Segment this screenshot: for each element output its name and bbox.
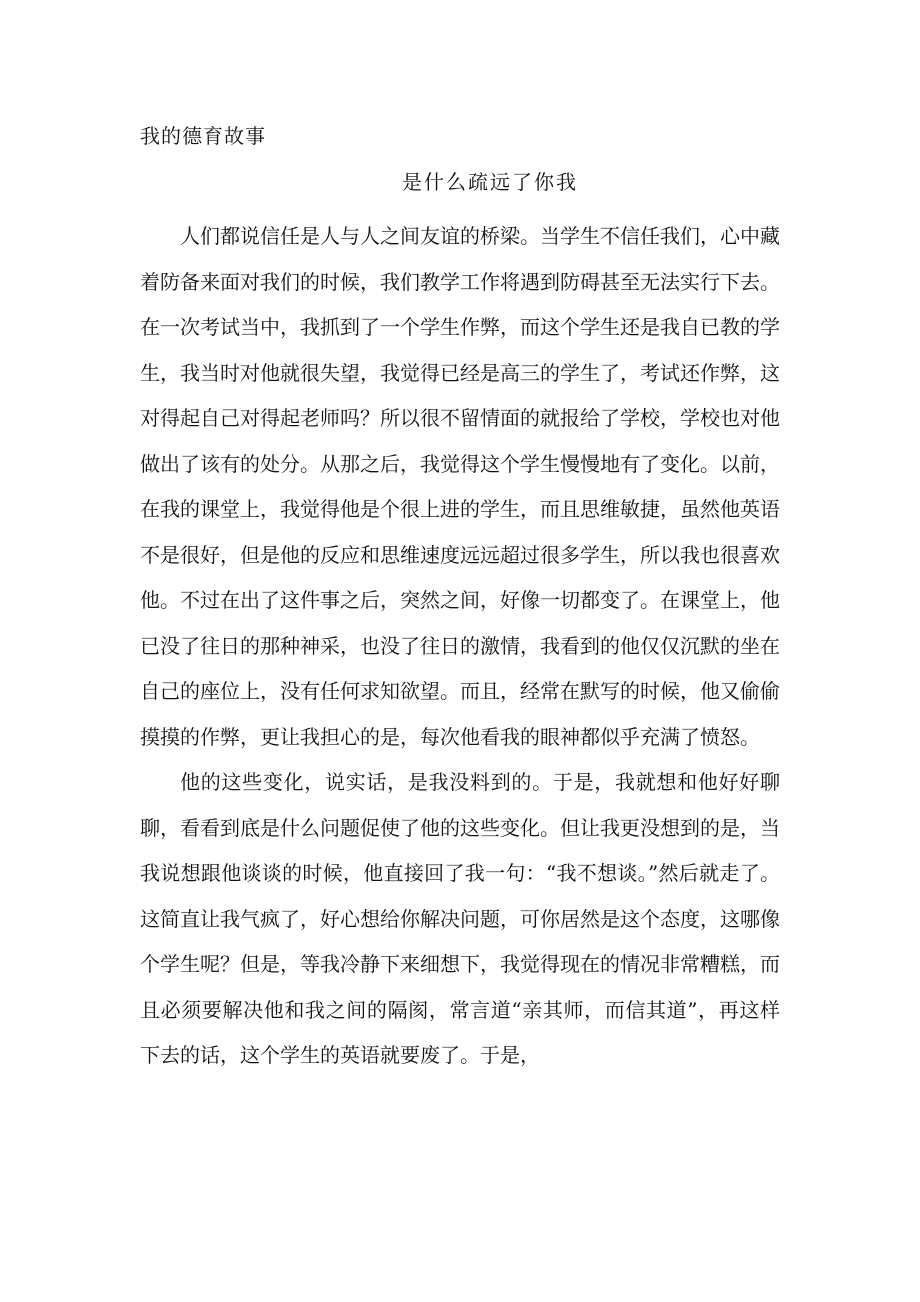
paragraph-2: 他的这些变化，说实话，是我没料到的。于是，我就想和他好好聊聊，看看到底是什么问题促使了他的这些变化。但让我更没想到的是，当我说想跟他谈谈的时候，他直接回了我一句：“我不想谈。”然后就走了。这简直让我气疯了，好心想给你解决问题，可你居然是这个态度，这哪像个学生呢？但是，等我冷静下来细想下，我觉得现在的情况非常糟糕，而且必须要解决他和我之间的隔阂，常言道“亲其师，而信其道”，再这样下去的话，这个学生的英语就要废了。于是， — [140, 770, 780, 1067]
article-body — [140, 214, 780, 1079]
paragraph-1: 人们都说信任是人与人之间友谊的桥梁。当学生不信任我们，心中藏着防备来面对我们的时候，我们教学工作将遇到防碍甚至无法实行下去。在一次考试当中，我抓到了一个学生作弊，而这个学生还是我自已教的学生，我当时对他就很失望，我觉得已经是高三的学生了，考试还作弊，这对得起自己对得起老师吗？所以很不留情面的就报给了学校，学校也对他做出了该有的处分。从那之后，我觉得这个学生慢慢地有了变化。以前，在我的课堂上，我觉得他是个很上进的学生，而且思维敏捷，虽然他英语不是很好，但是他的反应和思维速度远远超过很多学生，所以我也很喜欢他。不过在出了这件事之后，突然之间，好像一切都变了。在课堂上，他已没了往日的那种神采，也没了往日的激情，我看到的他仅仅沉默的坐在自己的座位上，没有任何求知欲望。而且，经常在默写的时候，他又偷偷摸摸的作弊，更让我担心的是，每次他看我的眼神都似乎充满了愤怒。 — [140, 224, 780, 749]
article-title: 是什么疏远了你我 — [402, 170, 578, 194]
document-heading: 我的德育故事 — [140, 124, 266, 148]
